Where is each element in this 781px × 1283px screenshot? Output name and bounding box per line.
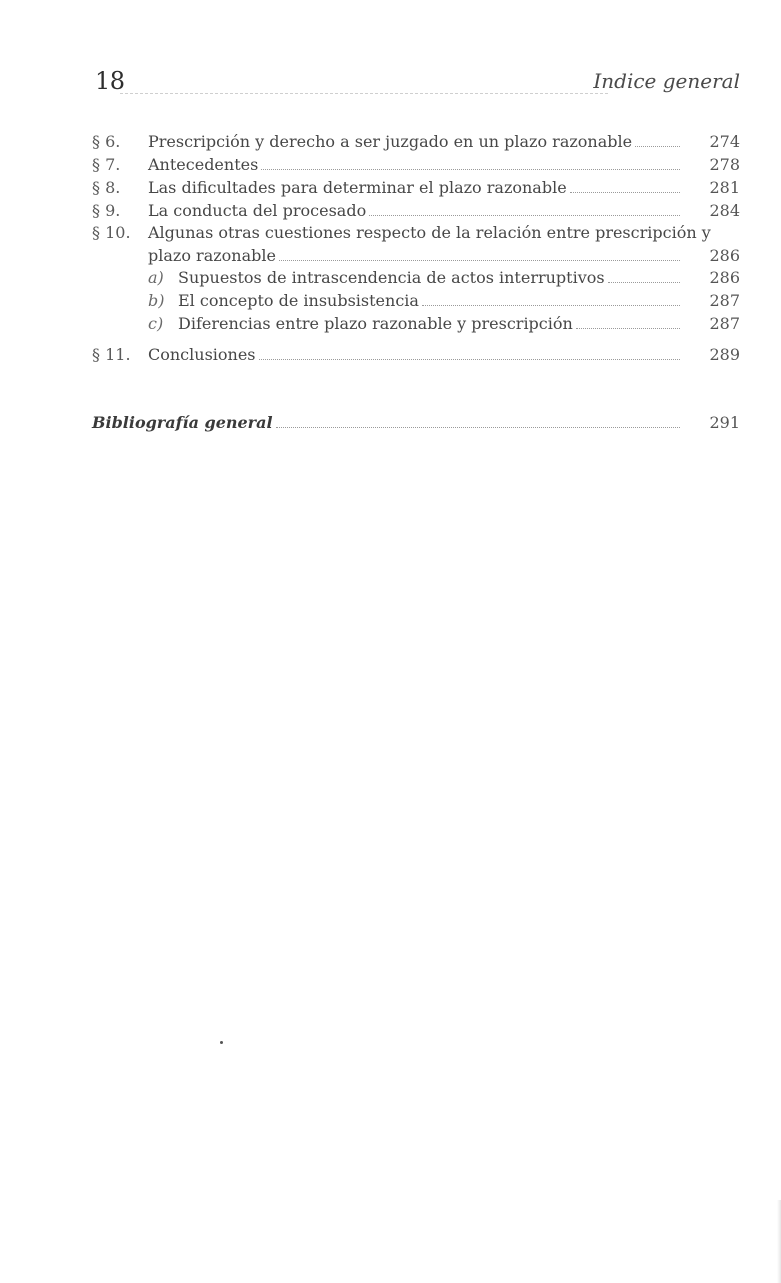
toc-entry[interactable] (0, 200, 781, 222)
page-edge-shadow (777, 1200, 781, 1283)
section-title-continuation: plazo razonable (148, 246, 276, 265)
dot-leader (635, 132, 680, 147)
toc-entry[interactable] (0, 222, 781, 244)
toc-subentry[interactable] (0, 313, 781, 335)
subentry-letter: b) (148, 291, 165, 310)
page-ref: 291 (709, 413, 740, 432)
dot-leader (369, 201, 680, 216)
section-number: § 10. (92, 223, 131, 242)
toc-bibliography[interactable] (0, 412, 781, 434)
section-title: Las dificultades para determinar el plazo razonable (148, 178, 567, 197)
toc-entry[interactable] (0, 131, 781, 153)
dot-leader (608, 268, 680, 283)
section-number: § 11. (92, 345, 131, 364)
page-number: 18 (95, 67, 125, 95)
subentry-title: El concepto de insubsistencia (178, 291, 419, 310)
toc-subentry[interactable] (0, 267, 781, 289)
section-number: § 6. (92, 132, 121, 151)
toc-entry[interactable] (0, 177, 781, 199)
section-number: § 9. (92, 201, 121, 220)
scan-speck (220, 1041, 223, 1044)
toc-entry[interactable] (0, 154, 781, 176)
page-ref: 287 (709, 291, 740, 310)
section-title: La conducta del procesado (148, 201, 367, 220)
dot-leader (279, 246, 680, 261)
section-number: § 8. (92, 178, 121, 197)
page-ref: 281 (709, 178, 740, 197)
section-number: § 7. (92, 155, 121, 174)
page-ref: 274 (709, 132, 740, 151)
section-title: Prescripción y derecho a ser juzgado en un plazo razonable (148, 132, 633, 151)
subentry-letter: a) (148, 268, 164, 287)
section-title: Algunas otras cuestiones respecto de la relación entre prescripción y (148, 223, 711, 242)
dot-leader (576, 314, 680, 329)
subentry-letter: c) (148, 314, 164, 333)
dot-leader (570, 178, 680, 193)
toc-subentry[interactable] (0, 290, 781, 312)
dot-leader (276, 413, 680, 428)
dot-leader (259, 345, 680, 360)
dot-leader (261, 155, 680, 170)
subentry-title: Supuestos de intrascendencia de actos interruptivos (178, 268, 605, 287)
bibliography-title: Bibliografía general (92, 413, 273, 432)
dot-leader (422, 291, 680, 306)
page-ref: 286 (709, 246, 740, 265)
toc-entry[interactable] (0, 344, 781, 366)
section-title: Conclusiones (148, 345, 256, 364)
header-rule (120, 93, 608, 94)
page-ref: 278 (709, 155, 740, 174)
running-title: Indice general (593, 69, 740, 93)
page-header (92, 64, 740, 98)
subentry-title: Diferencias entre plazo razonable y prescripción (178, 314, 573, 333)
page-ref: 286 (709, 268, 740, 287)
page-ref: 287 (709, 314, 740, 333)
page-ref: 284 (709, 201, 740, 220)
section-title: Antecedentes (148, 155, 259, 174)
toc-entry-continuation[interactable] (0, 245, 781, 267)
page-ref: 289 (709, 345, 740, 364)
